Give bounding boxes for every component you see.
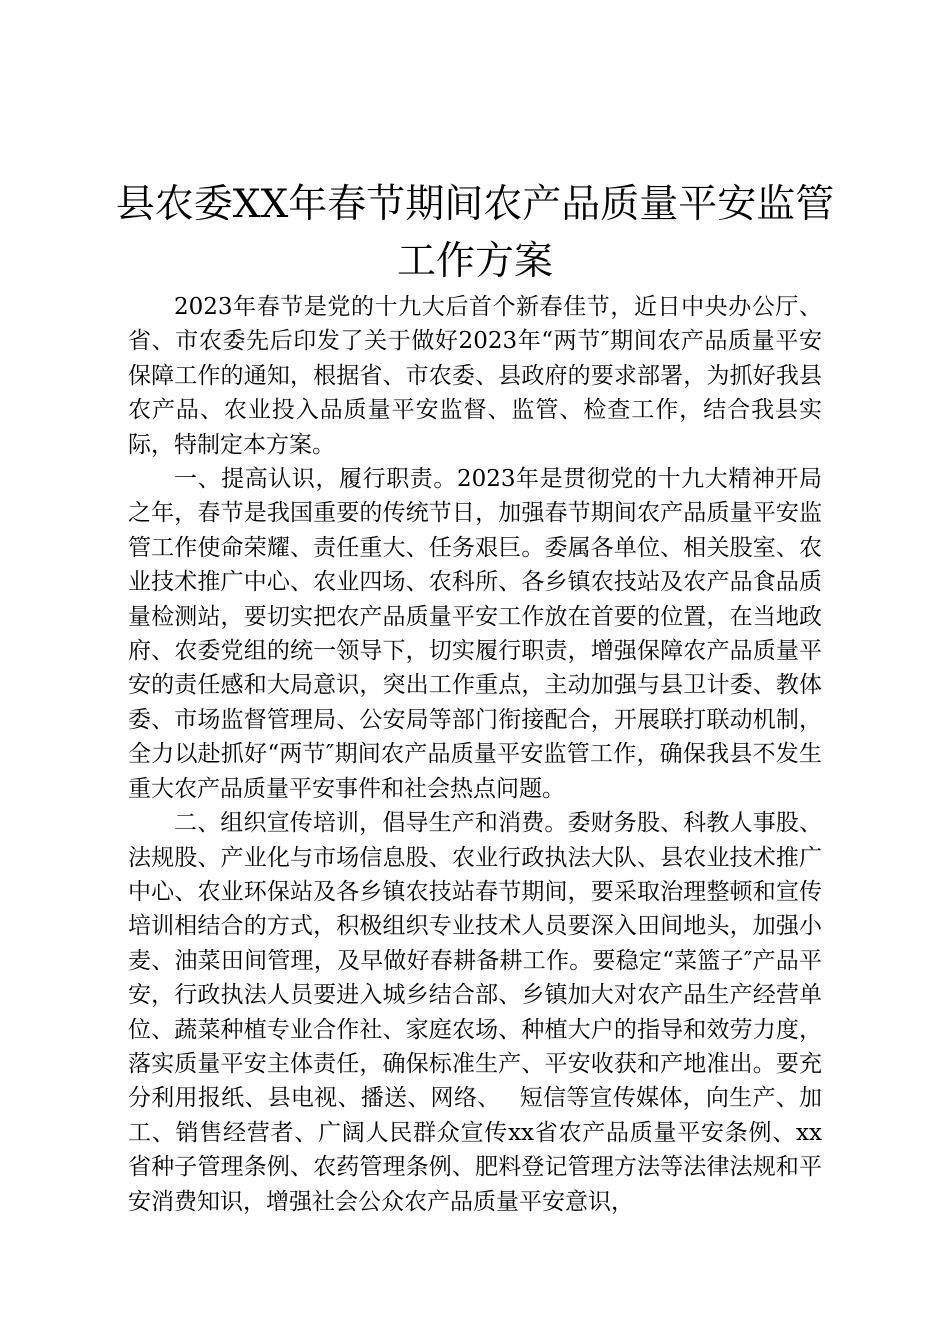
paragraph-section-2: 二、组织宣传培训，倡导生产和消费。委财务股、科教人事股、法规股、产业化与市场信息股、农业行政执法大队、县农业技术推广中心、农业环保站及各乡镇农技站春节期间，要采取治理整顿和宣传培训相结合的方式，积极组织专业技术人员要深入田间地头，加强小麦、油菜田间管理，及早做好春耕备耕工作。要稳定“菜篮子″产品平安，行政执法人员要进入城乡结合部、乡镇加大对农产品生产经营单位、蔬菜种植专业合作社、家庭农场、种植大户的指导和效劳力度，落实质量平安主体责任，确保标准生产、平安收获和产地准出。要充分利用报纸、县电视、播送、网络、 短信等宣传媒体，向生产、加工、销售经营者、广阔人民群众宣传xx省农产品质量平安条例、xx省种子管理条例、农药管理条例、肥料登记管理方法等法律法规和平安消费知识，增强社会公众农产品质量平安意识， [128,810,822,1215]
paragraph-intro: 2023年春节是党的十九大后首个新春佳节，近日中央办公厅、省、市农委先后印发了关于做好2023年“两节″期间农产品质量平安保障工作的通知，根据省、市农委、县政府的要求部署，为抓好我县农产品、农业投入品质量平安监督、监管、检查工作，结合我县实际，特制定本方案。 [128,294,822,458]
document-title: 县农委XX年春节期间农产品质量平安监管工作方案 [115,182,835,284]
document-body [128,290,822,1219]
paragraph-section-1: 一、提高认识，履行职责。2023年是贯彻党的十九大精神开局之年，春节是我国重要的传统节日，加强春节期间农产品质量平安监管工作使命荣耀、责任重大、任务艰巨。委属各单位、相关股室、农业技术推广中心、农业四场、农科所、各乡镇农技站及农产品食品质量检测站，要切实把农产品质量平安工作放在首要的位置，在当地政府、农委党组的统一领导下，切实履行职责，增强保障农产品质量平安的责任感和大局意识，突出工作重点，主动加强与县卫计委、教体委、市场监督管理局、公安局等部门衔接配合，开展联打联动机制，全力以赴抓好“两节″期间农产品质量平安监管工作，确保我县不发生重大农产品质量平安事件和社会热点问题。 [128,466,822,802]
